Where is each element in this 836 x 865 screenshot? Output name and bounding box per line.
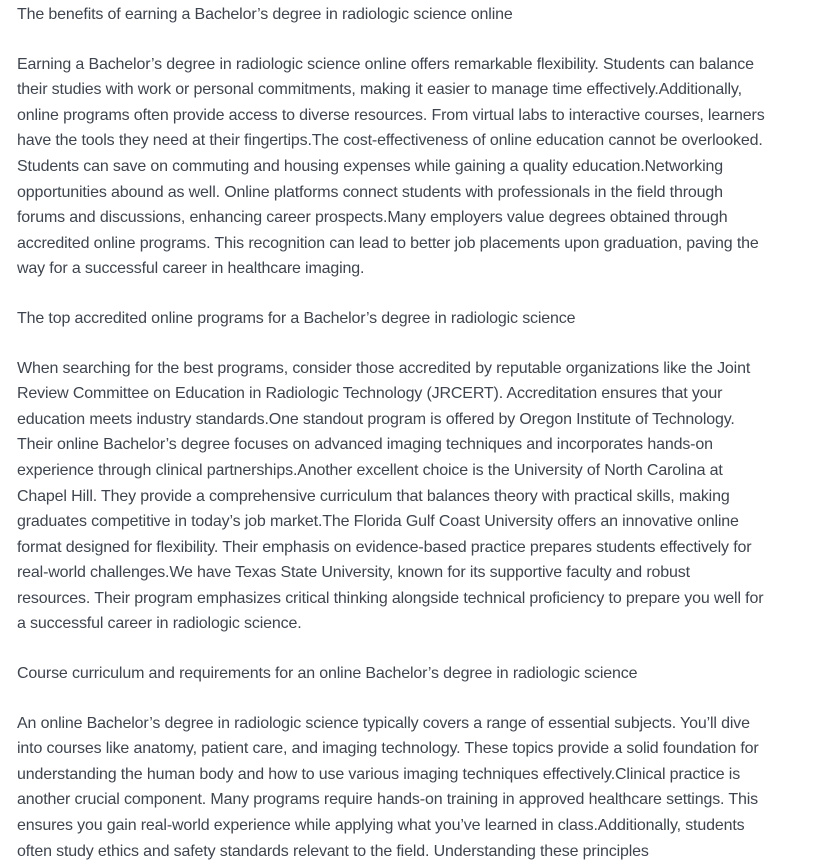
article-section-curriculum bbox=[17, 661, 765, 864]
section-heading: The top accredited online programs for a Bachelor’s degree in radiologic science bbox=[17, 309, 576, 327]
section-paragraph: An online Bachelor’s degree in radiologic science typically covers a range of essential subjects. You’ll dive into courses like anatomy, patient care, and imaging technology. These topics provide a solid foundation for understanding the human body and how to use various imaging techniques effectively.Clinical practice is another crucial component. Many programs require hands-on training in approved healthcare settings. This ensures you gain real-world experience while applying what you’ve learned in class.Additionally, students often study ethics and safety standards relevant to the field. Understanding these principles bbox=[17, 714, 759, 860]
section-paragraph: When searching for the best programs, consider those accredited by reputable organizations like the Joint Review Committee on Education in Radiologic Technology (JRCERT). Accreditation ensures that your education meets industry standards.One standout program is offered by Oregon Institute of Technology. Their online Bachelor’s degree focuses on advanced imaging techniques and incorporates hands-on experience through clinical partnerships.Another excellent choice is the University of North Carolina at Chapel Hill. They provide a comprehensive curriculum that balances theory with practical skills, making graduates competitive in today’s job market.The Florida Gulf Coast University offers an innovative online format designed for flexibility. Their emphasis on evidence-based practice prepares students effectively for real-world challenges.We have Texas State University, known for its supportive faculty and robust resources. Their program emphasizes critical thinking alongside technical proficiency to prepare you well for a successful career in radiologic science. bbox=[17, 359, 764, 633]
section-paragraph: Earning a Bachelor’s degree in radiologic science online offers remarkable flexibility. Students can balance their studies with work or personal commitments, making it easier to manage time effectively.Additionally, online programs often provide access to diverse resources. From virtual labs to interactive courses, learners have the tools they need at their fingertips.The cost-effectiveness of online education cannot be overlooked. Students can save on commuting and housing expenses while gaining a quality education.Networking opportunities abound as well. Online platforms connect students with professionals in the field through forums and discussions, enhancing career prospects.Many employers value degrees obtained through accredited online programs. This recognition can lead to better job placements upon graduation, paving the way for a successful career in healthcare imaging. bbox=[17, 55, 765, 278]
article-section-benefits bbox=[17, 2, 765, 282]
article-section-top-programs bbox=[17, 306, 765, 637]
section-heading: Course curriculum and requirements for an online Bachelor’s degree in radiologic science bbox=[17, 665, 638, 683]
section-heading: The benefits of earning a Bachelor’s degree in radiologic science online bbox=[17, 6, 513, 23]
